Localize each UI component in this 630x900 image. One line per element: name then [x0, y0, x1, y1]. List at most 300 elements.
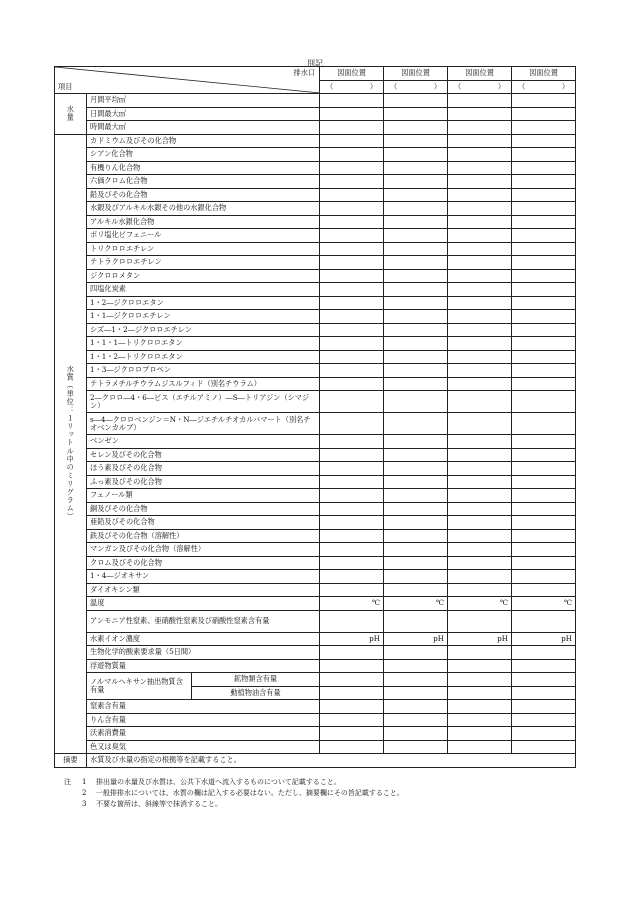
table-row — [55, 148, 576, 162]
value-cell[interactable] — [448, 215, 512, 229]
table-row — [55, 543, 576, 557]
value-cell[interactable] — [384, 364, 448, 378]
value-cell[interactable] — [512, 215, 576, 229]
value-cell[interactable] — [320, 543, 384, 557]
value-cell[interactable] — [320, 323, 384, 337]
value-cell[interactable] — [448, 543, 512, 557]
table-row — [55, 161, 576, 175]
value-cell[interactable] — [320, 310, 384, 324]
table-row — [55, 242, 576, 256]
table-row — [55, 462, 576, 476]
row-label: テトラメチルチウラムジスルフィド（別名チウラム） — [87, 377, 320, 391]
location-paren-cell — [512, 80, 576, 94]
value-cell[interactable] — [384, 570, 448, 584]
value-cell[interactable] — [384, 148, 448, 162]
row-label: ほう素及びその化合物 — [87, 462, 320, 476]
value-cell[interactable] — [320, 350, 384, 364]
row-label: 生物化学的酸素要求量（5日間） — [87, 646, 320, 660]
row-label: 2―クロロ―4・6―ビス（エチルアミノ）―S―トリアジン（シマジン） — [87, 391, 320, 413]
value-cell[interactable] — [512, 502, 576, 516]
value-cell[interactable] — [448, 727, 512, 741]
value-cell[interactable] — [384, 94, 448, 108]
value-cell[interactable] — [512, 188, 576, 202]
row-label: 1・4―ジオキサン — [87, 570, 320, 584]
value-cell[interactable] — [512, 489, 576, 503]
row-sublabel: 動植物油含有量 — [192, 686, 320, 700]
value-cell[interactable] — [320, 646, 384, 660]
unit-label: ℃ — [371, 598, 381, 608]
value-cell[interactable] — [384, 337, 448, 351]
value-cell[interactable] — [384, 202, 448, 216]
value-cell[interactable] — [384, 283, 448, 297]
value-cell[interactable] — [448, 597, 512, 611]
value-cell[interactable] — [384, 659, 448, 673]
row-label: りん含有量 — [87, 713, 320, 727]
value-cell[interactable] — [320, 673, 384, 687]
value-cell[interactable] — [384, 448, 448, 462]
note-text: 不要な箇所は、斜線等で抹消すること。 — [96, 800, 222, 808]
value-cell[interactable] — [448, 516, 512, 530]
value-cell[interactable] — [320, 215, 384, 229]
value-cell[interactable] — [448, 256, 512, 270]
value-cell[interactable] — [320, 134, 384, 148]
value-cell[interactable] — [384, 583, 448, 597]
value-cell[interactable] — [448, 377, 512, 391]
value-cell[interactable] — [384, 269, 448, 283]
value-cell[interactable] — [448, 686, 512, 700]
value-cell[interactable] — [320, 296, 384, 310]
table-row — [55, 597, 576, 611]
table-row — [55, 215, 576, 229]
table-row — [55, 202, 576, 216]
value-cell[interactable] — [448, 269, 512, 283]
value-cell[interactable] — [448, 713, 512, 727]
value-cell[interactable] — [320, 377, 384, 391]
table-row — [55, 229, 576, 243]
value-cell[interactable] — [512, 700, 576, 714]
row-label: 窒素含有量 — [87, 700, 320, 714]
row-label: 亜鉛及びその化合物 — [87, 516, 320, 530]
value-cell[interactable] — [384, 323, 448, 337]
row-label: シアン化合物 — [87, 148, 320, 162]
value-cell[interactable] — [320, 256, 384, 270]
value-cell[interactable] — [448, 659, 512, 673]
value-cell[interactable] — [512, 475, 576, 489]
table-row — [55, 475, 576, 489]
value-cell[interactable] — [320, 583, 384, 597]
value-cell[interactable] — [448, 148, 512, 162]
table-row — [55, 713, 576, 727]
value-cell[interactable] — [512, 121, 576, 135]
row-label: ダイオキシン類 — [87, 583, 320, 597]
notes — [64, 777, 404, 810]
value-cell[interactable] — [320, 740, 384, 754]
row-label: 1・3―ジクロロプロペン — [87, 364, 320, 378]
value-cell[interactable] — [512, 516, 576, 530]
value-cell[interactable] — [384, 713, 448, 727]
value-cell[interactable] — [448, 337, 512, 351]
value-cell[interactable] — [448, 740, 512, 754]
value-cell[interactable] — [512, 296, 576, 310]
value-cell[interactable] — [384, 377, 448, 391]
row-label: マンガン及びその化合物（溶解性） — [87, 543, 320, 557]
table-row — [55, 570, 576, 584]
value-cell[interactable] — [448, 502, 512, 516]
table-row — [55, 659, 576, 673]
value-cell[interactable] — [384, 610, 448, 632]
value-cell[interactable] — [448, 673, 512, 687]
paren-open: （ — [390, 81, 398, 91]
header-row — [55, 67, 576, 81]
value-cell[interactable] — [512, 435, 576, 449]
table-row — [55, 673, 576, 687]
value-cell[interactable] — [448, 121, 512, 135]
value-cell[interactable] — [448, 556, 512, 570]
value-cell[interactable] — [448, 435, 512, 449]
value-cell[interactable] — [320, 475, 384, 489]
value-cell[interactable] — [320, 107, 384, 121]
value-cell[interactable] — [384, 296, 448, 310]
value-cell[interactable] — [320, 610, 384, 632]
value-cell[interactable] — [384, 516, 448, 530]
value-cell[interactable] — [512, 646, 576, 660]
value-cell[interactable] — [512, 350, 576, 364]
value-cell[interactable] — [448, 134, 512, 148]
value-cell[interactable] — [320, 229, 384, 243]
row-label: ジクロロメタン — [87, 269, 320, 283]
value-cell[interactable] — [320, 121, 384, 135]
table-row — [55, 337, 576, 351]
value-cell[interactable] — [384, 700, 448, 714]
value-cell[interactable] — [320, 597, 384, 611]
value-cell[interactable] — [384, 161, 448, 175]
paren-open: （ — [326, 81, 334, 91]
value-cell[interactable] — [512, 740, 576, 754]
value-cell[interactable] — [512, 337, 576, 351]
table-row — [55, 121, 576, 135]
table-row — [55, 134, 576, 148]
value-cell[interactable] — [384, 121, 448, 135]
value-cell[interactable] — [320, 283, 384, 297]
unit-label: ℃ — [563, 598, 573, 608]
value-cell[interactable] — [320, 727, 384, 741]
location-header: 図面位置 — [320, 67, 384, 81]
value-cell[interactable] — [320, 188, 384, 202]
value-cell[interactable] — [448, 188, 512, 202]
value-cell[interactable] — [512, 323, 576, 337]
value-cell[interactable] — [384, 740, 448, 754]
value-cell[interactable] — [320, 413, 384, 435]
value-cell[interactable] — [320, 161, 384, 175]
value-cell[interactable] — [384, 462, 448, 476]
value-cell[interactable] — [448, 610, 512, 632]
value-cell[interactable] — [512, 94, 576, 108]
location-paren-cell — [320, 80, 384, 94]
summary-row — [55, 754, 576, 768]
value-cell[interactable] — [512, 242, 576, 256]
value-cell[interactable] — [512, 107, 576, 121]
value-cell[interactable] — [448, 489, 512, 503]
value-cell[interactable] — [384, 229, 448, 243]
value-cell[interactable] — [512, 632, 576, 646]
notes-prefix: 注 — [64, 778, 71, 786]
row-label: クロム及びその化合物 — [87, 556, 320, 570]
location-header: 図面位置 — [448, 67, 512, 81]
row-sublabel: 鉱物類含有量 — [192, 673, 320, 687]
row-label: 四塩化炭素 — [87, 283, 320, 297]
quality-group-label — [55, 134, 87, 754]
value-cell[interactable] — [320, 700, 384, 714]
value-cell[interactable] — [384, 529, 448, 543]
value-cell[interactable] — [512, 556, 576, 570]
table-row — [55, 296, 576, 310]
note-num: 2 — [82, 789, 87, 797]
note-num: 1 — [82, 778, 87, 786]
value-cell[interactable] — [512, 462, 576, 476]
value-cell[interactable] — [448, 323, 512, 337]
value-cell[interactable] — [384, 489, 448, 503]
value-cell[interactable] — [512, 713, 576, 727]
row-label: トリクロロエチレン — [87, 242, 320, 256]
row-label: 温度 — [87, 597, 320, 611]
table-row — [55, 364, 576, 378]
table-row — [55, 632, 576, 646]
value-cell[interactable] — [384, 256, 448, 270]
value-cell[interactable] — [512, 610, 576, 632]
value-cell[interactable] — [384, 391, 448, 413]
value-cell[interactable] — [384, 673, 448, 687]
row-label: ベンゼン — [87, 435, 320, 449]
row-label: 1・1・1―トリクロロエタン — [87, 337, 320, 351]
value-cell[interactable] — [320, 337, 384, 351]
row-label: 色又は臭気 — [87, 740, 320, 754]
value-cell[interactable] — [448, 364, 512, 378]
value-cell[interactable] — [512, 529, 576, 543]
value-cell[interactable] — [384, 632, 448, 646]
row-label: s―4―クロロベンジン＝N・N―ジエチルチオカルバマート（別名チオベンカルブ） — [87, 413, 320, 435]
value-cell[interactable] — [448, 175, 512, 189]
value-cell[interactable] — [448, 632, 512, 646]
table-row — [55, 700, 576, 714]
row-label: 銅及びその化合物 — [87, 502, 320, 516]
table-row — [55, 727, 576, 741]
value-cell[interactable] — [320, 448, 384, 462]
value-cell[interactable] — [384, 413, 448, 435]
value-cell[interactable] — [384, 107, 448, 121]
value-cell[interactable] — [512, 391, 576, 413]
value-cell[interactable] — [448, 107, 512, 121]
value-cell[interactable] — [512, 202, 576, 216]
row-label: 日間最大㎥ — [87, 107, 320, 121]
row-label: ふっ素及びその化合物 — [87, 475, 320, 489]
quality-group-text: 水質（単位：１リットル中のミリグラム） — [66, 365, 76, 521]
table-row — [55, 516, 576, 530]
value-cell[interactable] — [448, 413, 512, 435]
value-cell[interactable] — [384, 502, 448, 516]
row-label: シズ―1・2―ジクロロエチレン — [87, 323, 320, 337]
value-cell[interactable] — [320, 391, 384, 413]
value-cell[interactable] — [448, 350, 512, 364]
value-cell[interactable] — [384, 435, 448, 449]
value-cell[interactable] — [512, 229, 576, 243]
value-cell[interactable] — [512, 570, 576, 584]
value-cell[interactable] — [512, 583, 576, 597]
value-cell[interactable] — [320, 529, 384, 543]
value-cell[interactable] — [384, 242, 448, 256]
value-cell[interactable] — [320, 632, 384, 646]
table-row — [55, 646, 576, 660]
value-cell[interactable] — [384, 686, 448, 700]
table-row — [55, 350, 576, 364]
value-cell[interactable] — [448, 161, 512, 175]
value-cell[interactable] — [448, 462, 512, 476]
row-label: 1・2―ジクロロエタン — [87, 296, 320, 310]
value-cell[interactable] — [512, 175, 576, 189]
item-label: 項目 — [58, 82, 73, 92]
table-row — [55, 283, 576, 297]
row-label: 水銀及びアルキル水銀その他の水銀化合物 — [87, 202, 320, 216]
value-cell[interactable] — [384, 646, 448, 660]
value-cell[interactable] — [320, 364, 384, 378]
value-cell[interactable] — [512, 686, 576, 700]
value-cell[interactable] — [512, 727, 576, 741]
value-cell[interactable] — [384, 134, 448, 148]
value-cell[interactable] — [384, 597, 448, 611]
value-cell[interactable] — [512, 283, 576, 297]
value-cell[interactable] — [448, 700, 512, 714]
unit-label: pH — [369, 633, 381, 643]
row-label: 有機りん化合物 — [87, 161, 320, 175]
table-row — [55, 94, 576, 108]
summary-text[interactable]: 水質及び水量の指定の根拠等を記載すること。 — [87, 754, 576, 768]
row-label: アンモニア性窒素、亜硝酸性窒素及び硝酸性窒素含有量 — [87, 610, 320, 632]
row-label: 六価クロム化合物 — [87, 175, 320, 189]
value-cell[interactable] — [512, 256, 576, 270]
row-label: フェノール類 — [87, 489, 320, 503]
table-row — [55, 489, 576, 503]
value-cell[interactable] — [320, 148, 384, 162]
table-row — [55, 435, 576, 449]
row-label: ノルマルヘキサン抽出物質含有量 — [87, 673, 192, 700]
value-cell[interactable] — [448, 283, 512, 297]
location-paren-cell — [448, 80, 512, 94]
paren-open: （ — [518, 81, 526, 91]
row-label: 鉛及びその化合物 — [87, 188, 320, 202]
value-cell[interactable] — [448, 242, 512, 256]
value-cell[interactable] — [512, 673, 576, 687]
paren-close: ） — [433, 81, 442, 91]
value-cell[interactable] — [512, 543, 576, 557]
value-cell[interactable] — [512, 310, 576, 324]
note-num: 3 — [82, 800, 87, 808]
table-row — [55, 188, 576, 202]
value-cell[interactable] — [320, 686, 384, 700]
table-row — [55, 323, 576, 337]
row-label: 時間最大㎥ — [87, 121, 320, 135]
value-cell[interactable] — [320, 489, 384, 503]
value-cell[interactable] — [512, 364, 576, 378]
table-row — [55, 448, 576, 462]
value-cell[interactable] — [384, 475, 448, 489]
quantity-group-label — [55, 94, 87, 135]
value-cell[interactable] — [512, 413, 576, 435]
row-label: 月間平均㎥ — [87, 94, 320, 108]
value-cell[interactable] — [384, 543, 448, 557]
value-cell[interactable] — [384, 175, 448, 189]
value-cell[interactable] — [384, 215, 448, 229]
value-cell[interactable] — [448, 646, 512, 660]
value-cell[interactable] — [384, 727, 448, 741]
summary-label: 摘要 — [55, 754, 87, 768]
value-cell[interactable] — [384, 350, 448, 364]
value-cell[interactable] — [384, 310, 448, 324]
value-cell[interactable] — [448, 529, 512, 543]
value-cell[interactable] — [448, 475, 512, 489]
table-row — [55, 391, 576, 413]
value-cell[interactable] — [384, 188, 448, 202]
value-cell[interactable] — [448, 296, 512, 310]
row-label: 鉄及びその化合物（溶解性） — [87, 529, 320, 543]
value-cell[interactable] — [512, 597, 576, 611]
value-cell[interactable] — [320, 269, 384, 283]
value-cell[interactable] — [320, 516, 384, 530]
value-cell[interactable] — [448, 583, 512, 597]
location-paren-cell — [384, 80, 448, 94]
value-cell[interactable] — [512, 269, 576, 283]
value-cell[interactable] — [448, 310, 512, 324]
table-row — [55, 556, 576, 570]
value-cell[interactable] — [320, 202, 384, 216]
value-cell[interactable] — [512, 377, 576, 391]
table-row — [55, 377, 576, 391]
row-label: テトラクロロエチレン — [87, 256, 320, 270]
value-cell[interactable] — [320, 556, 384, 570]
value-cell[interactable] — [448, 570, 512, 584]
value-cell[interactable] — [512, 448, 576, 462]
unit-label: pH — [497, 633, 509, 643]
value-cell[interactable] — [320, 570, 384, 584]
quantity-group-text: 水量 — [66, 104, 76, 122]
value-cell[interactable] — [320, 242, 384, 256]
value-cell[interactable] — [512, 134, 576, 148]
unit-label: pH — [561, 633, 573, 643]
value-cell[interactable] — [320, 659, 384, 673]
value-cell[interactable] — [448, 94, 512, 108]
table-row — [55, 107, 576, 121]
value-cell[interactable] — [448, 448, 512, 462]
value-cell[interactable] — [384, 556, 448, 570]
unit-label: ℃ — [499, 598, 509, 608]
value-cell[interactable] — [320, 502, 384, 516]
value-cell[interactable] — [448, 229, 512, 243]
value-cell[interactable] — [320, 435, 384, 449]
table-row — [55, 583, 576, 597]
row-label: 水素イオン濃度 — [87, 632, 320, 646]
value-cell[interactable] — [320, 94, 384, 108]
value-cell[interactable] — [320, 713, 384, 727]
value-cell[interactable] — [448, 391, 512, 413]
table-row — [55, 610, 576, 632]
table-row — [55, 502, 576, 516]
row-label: アルキル水銀化合物 — [87, 215, 320, 229]
value-cell[interactable] — [448, 202, 512, 216]
note-text: 一般排排水については、水質の欄は記入する必要はない。ただし、摘要欄にその旨記載すること。 — [96, 789, 404, 797]
value-cell[interactable] — [512, 148, 576, 162]
value-cell[interactable] — [320, 462, 384, 476]
value-cell[interactable] — [512, 161, 576, 175]
value-cell[interactable] — [512, 659, 576, 673]
value-cell[interactable] — [320, 175, 384, 189]
